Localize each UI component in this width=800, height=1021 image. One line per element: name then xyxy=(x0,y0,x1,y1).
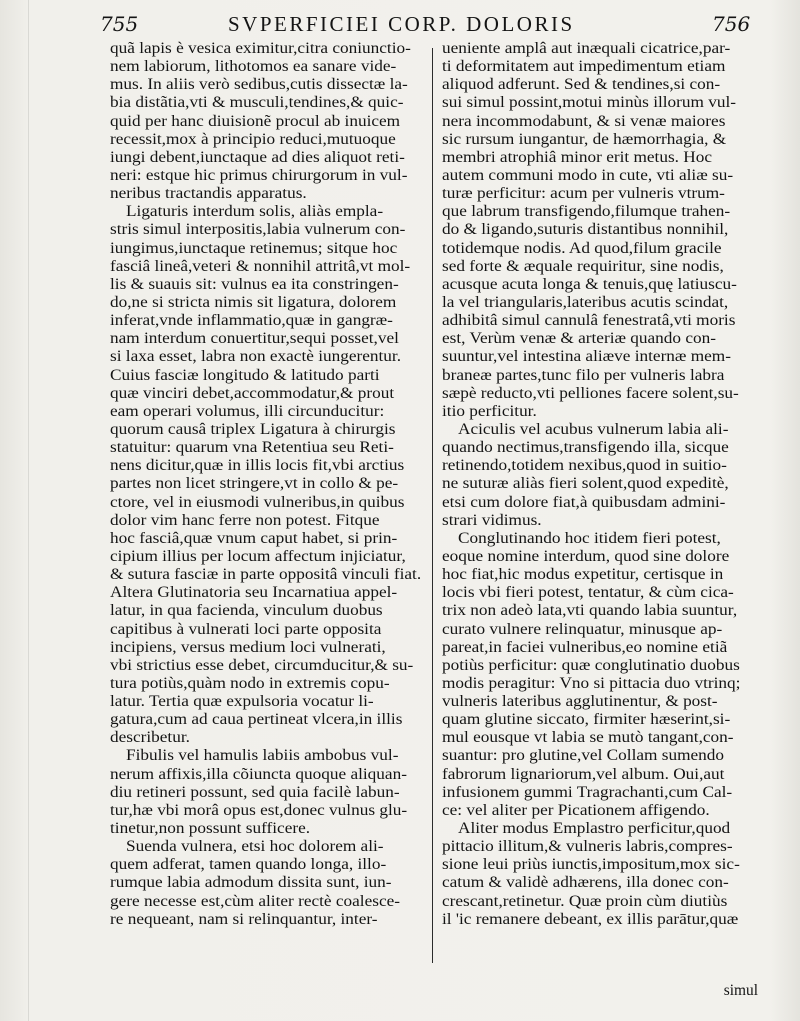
right-column-line: locis vbi fieri potest, tentatur, & cùm cica- xyxy=(442,584,734,602)
left-column-line: bia distãtia,vti & musculi,tendines,& quic- xyxy=(110,94,404,112)
left-column-line: tur,hæ vbi morâ opus est,donec vulnus glu- xyxy=(110,801,408,819)
right-text-column xyxy=(442,40,757,929)
left-column-line: nem labiorum, lithotomos ea sanare vide- xyxy=(110,58,397,76)
left-column-line: latur, in qua facienda, vinculum duobus xyxy=(110,602,383,620)
right-column-line: modis peragitur: Vno si pittacia duo vtrinq; xyxy=(442,674,741,692)
right-column-line: trix non adeò lata,vti quando labia suuntur, xyxy=(442,602,738,620)
right-column-line: sui simul possint,motui minùs illorum vul- xyxy=(442,94,737,112)
left-column-line: quorum causâ triplex Ligatura à chirurgis xyxy=(110,420,396,438)
left-column-line: ctore, vel in eiusmodi vulneribus,in quibus xyxy=(110,493,405,511)
right-column-line: il 'ic remanere debeant, ex illis parātur,quæ xyxy=(442,910,739,928)
right-column-line: Conglutinando hoc itidem fieri potest, xyxy=(458,529,721,547)
right-column-line: ce: vel aliter per Picationem affigendo. xyxy=(442,801,710,819)
left-column-line: & sutura fasciæ in parte oppositâ vinculi fiat. xyxy=(110,566,422,584)
left-column-line: quã lapis è vesica eximitur,citra coniunctio- xyxy=(110,40,411,57)
page-header xyxy=(0,8,800,42)
left-column-line: iungi debent,iunctaque ad dies aliquot reti- xyxy=(110,148,405,166)
left-column-line: nens dicitur,quæ in illis locis fit,vbi arctius xyxy=(110,457,405,475)
left-column-line: latur. Tertia quæ expulsoria vocatur li- xyxy=(110,693,374,711)
left-column-line: dolor vim hanc ferre non potest. Fitque xyxy=(110,511,380,529)
right-column-line: crescant,retinetur. Quæ proin cùm diutiùs xyxy=(442,892,728,910)
right-column-line: do & ligando,suturis distantibus nonnihil, xyxy=(442,221,729,239)
right-column-line: mul eousque vt labia se mutò tangant,con- xyxy=(442,729,734,747)
right-column-line: adhibitâ simul cannulâ fenestratâ,vti moris xyxy=(442,312,736,330)
left-column-line: do,ne si stricta nimis sit ligatura, dolorem xyxy=(110,293,397,311)
right-column-line: Aciculis vel acubus vulnerum labia ali- xyxy=(458,420,729,438)
page-edge-shadow xyxy=(28,0,29,1021)
left-column-line: re nequeant, nam si relinquantur, inter- xyxy=(110,910,378,928)
right-column-line: membri atrophiâ minor erit metus. Hoc xyxy=(442,148,712,166)
right-column-line: potiùs perficitur: quæ conglutinatio duobus xyxy=(442,656,740,674)
left-column-line: tinetur,non possunt sufficere. xyxy=(110,820,311,838)
left-column-line: fasciâ lineâ,veteri & nonnihil attritâ,vt mol- xyxy=(110,257,411,275)
left-column-line: nerum affixis,illa cõiuncta quoque aliquan- xyxy=(110,765,407,783)
right-column-line: la vel triangularis,lateribus acutis scindat, xyxy=(442,293,729,311)
left-column-line: quid per hanc diuisionẽ procul ab inuicem xyxy=(110,112,401,130)
right-column-line: hoc fiat,hic modus expetitur, certisque in xyxy=(442,566,724,584)
left-column-line: incipiens, versus medium loci vulnerati, xyxy=(110,638,386,656)
right-column-line: quando nectimus,transfigendo illa, sicque xyxy=(442,439,729,457)
right-column-line: curato vulnere relinquatur, minusque ap- xyxy=(442,620,723,638)
left-column-line: tura potiùs,quàm nodo in extremis copu- xyxy=(110,674,390,692)
right-column-line: totidemque nodis. Ad quod,filum gracile xyxy=(442,239,722,257)
left-column-line: gatura,cum ad caua pertineat vlcera,in illis xyxy=(110,711,403,729)
right-column-line: sed forte & æquale requiritur, sine nodis, xyxy=(442,257,724,275)
right-column-line: ueniente amplâ aut inæquali cicatrice,par- xyxy=(442,40,731,57)
right-column-line: suuntur,vel intestina aliæve internæ mem- xyxy=(442,348,731,366)
left-column-line: cipium illius per locum affectum injiciatur, xyxy=(110,547,406,565)
right-column-line: pittacio illitum,& vulneris labris,compres- xyxy=(442,838,733,856)
left-column-line: lis & suauis sit: vulnus ea ita constringen- xyxy=(110,275,399,293)
right-column-line: est, Verùm venæ & arteriæ quando con- xyxy=(442,330,716,348)
left-column-line: Altera Glutinatoria seu Incarnatiua appel- xyxy=(110,584,398,602)
left-column-line: partes non licet stringere,vt in collo & pe- xyxy=(110,475,399,493)
left-column-line: si laxa esset, labra non exactè iungerentur. xyxy=(110,348,402,366)
right-column-line: sic rursum iungantur, de hæmorrhagia, & xyxy=(442,130,727,148)
left-column-line: stris simul interpositis,labia vulnerum con- xyxy=(110,221,406,239)
page-number-right: 756 xyxy=(712,12,751,36)
right-column-line: Aliter modus Emplastro perficitur,quod xyxy=(458,820,731,838)
left-column-line: iungimus,iunctaque retinemus; sitque hoc xyxy=(110,239,398,257)
right-column-line: sæpè reducto,vti pelliones facere solent,su- xyxy=(442,384,739,402)
right-column-line: acusque acuta longa & tenuis,quę latiuscu- xyxy=(442,275,737,293)
left-column-line: Cuius fasciæ longitudo & latitudo parti xyxy=(110,366,380,384)
left-column-line: neribus tractandis apparatus. xyxy=(110,185,307,203)
right-column-line: itio perficitur. xyxy=(442,402,537,420)
left-column-line: describetur. xyxy=(110,729,190,747)
left-text-column xyxy=(110,40,430,929)
right-column-line: fabrorum lignariorum,vel album. Oui,aut xyxy=(442,765,725,783)
left-column-line: neri: estque hic primus chirurgorum in vul- xyxy=(110,166,408,184)
right-column-line: suantur: pro glutine,vel Collam sumendo xyxy=(442,747,724,765)
right-column-line: vulneris lateribus agglutinentur, & post- xyxy=(442,693,718,711)
left-column-line: eam operari volumus, illi circunducitur: xyxy=(110,402,385,420)
left-column-line: quæ vinciri debet,accommodatur,& prout xyxy=(110,384,395,402)
right-column-line: etsi cum dolore fiat,à quibusdam admini- xyxy=(442,493,726,511)
left-column-line: diu retineri possunt, sed quia facilè labun- xyxy=(110,783,400,801)
left-column-line: vbi strictius esse debet, circumducitur,& su- xyxy=(110,656,414,674)
right-column-line: autem communi modo in cute, vti aliæ su- xyxy=(442,166,734,184)
left-column-line: Suenda vulnera, etsi hoc dolorem ali- xyxy=(126,838,384,856)
running-title: SVPERFICIEI CORP. DOLORIS xyxy=(228,12,575,36)
left-column-line: nam interdum conuertitur,sequi posset,vel xyxy=(110,330,399,348)
right-column-line: nera incommodabunt, & si venæ maiores xyxy=(442,112,726,130)
right-column-line: retinendo,totidem nexibus,quod in suitio- xyxy=(442,457,727,475)
right-column-line: que labrum transfigendo,filumque trahen- xyxy=(442,203,731,221)
right-column-line: braneæ partes,tunc filo per vulneris labra xyxy=(442,366,725,384)
right-column-line: infusionem gummi Tragrachanti,cum Cal- xyxy=(442,783,733,801)
left-column-line: rumque labia admodum dissita sunt, iun- xyxy=(110,874,392,892)
left-column-line: hoc fasciâ,quæ vnum caput habet, si prin- xyxy=(110,529,398,547)
left-column-line: quem adferat, tamen quando longa, illo- xyxy=(110,856,387,874)
right-column-line: eoque nomine interdum, quod sine dolore xyxy=(442,547,730,565)
catchword: simul xyxy=(723,982,758,999)
right-column-line: strari vidimus. xyxy=(442,511,542,529)
right-column-line: aliquod adferunt. Sed & tendines,si con- xyxy=(442,76,721,94)
left-column-line: mus. In aliis verò sedibus,cutis dissectæ la- xyxy=(110,76,408,94)
left-column-line: Ligaturis interdum solis, aliàs empla- xyxy=(126,203,384,221)
column-divider xyxy=(432,48,433,963)
left-column-line: Fibulis vel hamulis labiis ambobus vul- xyxy=(126,747,399,765)
left-column-line: gere necesse est,cùm aliter rectè coalesce- xyxy=(110,892,400,910)
right-column-line: ne suturæ aliàs fieri solent,quod expeditè, xyxy=(442,475,729,493)
right-column-line: turæ perficitur: acum per vulneris vtrum- xyxy=(442,185,725,203)
right-column-line: pareat,in faciei vulneribus,eo nomine etiã xyxy=(442,638,728,656)
left-column-line: capitibus à vulnerati loci parte opposita xyxy=(110,620,382,638)
right-column-line: sione leui priùs iunctis,impositum,mox sic- xyxy=(442,856,740,874)
right-column-line: quam glutine siccato, firmiter hæserint,si- xyxy=(442,711,731,729)
left-column-line: inferat,vnde inflammatio,quæ in gangræ- xyxy=(110,312,393,330)
right-column-line: catum & validè adhærens, illa donec con- xyxy=(442,874,729,892)
page-number-left: 755 xyxy=(100,12,139,36)
left-column-line: recessit,mox à principio reduci,mutuoque xyxy=(110,130,396,148)
right-column-line: ti deformitatem aut impedimentum etiam xyxy=(442,58,726,76)
left-column-line: statuitur: quarum vna Retentiua seu Reti- xyxy=(110,439,394,457)
